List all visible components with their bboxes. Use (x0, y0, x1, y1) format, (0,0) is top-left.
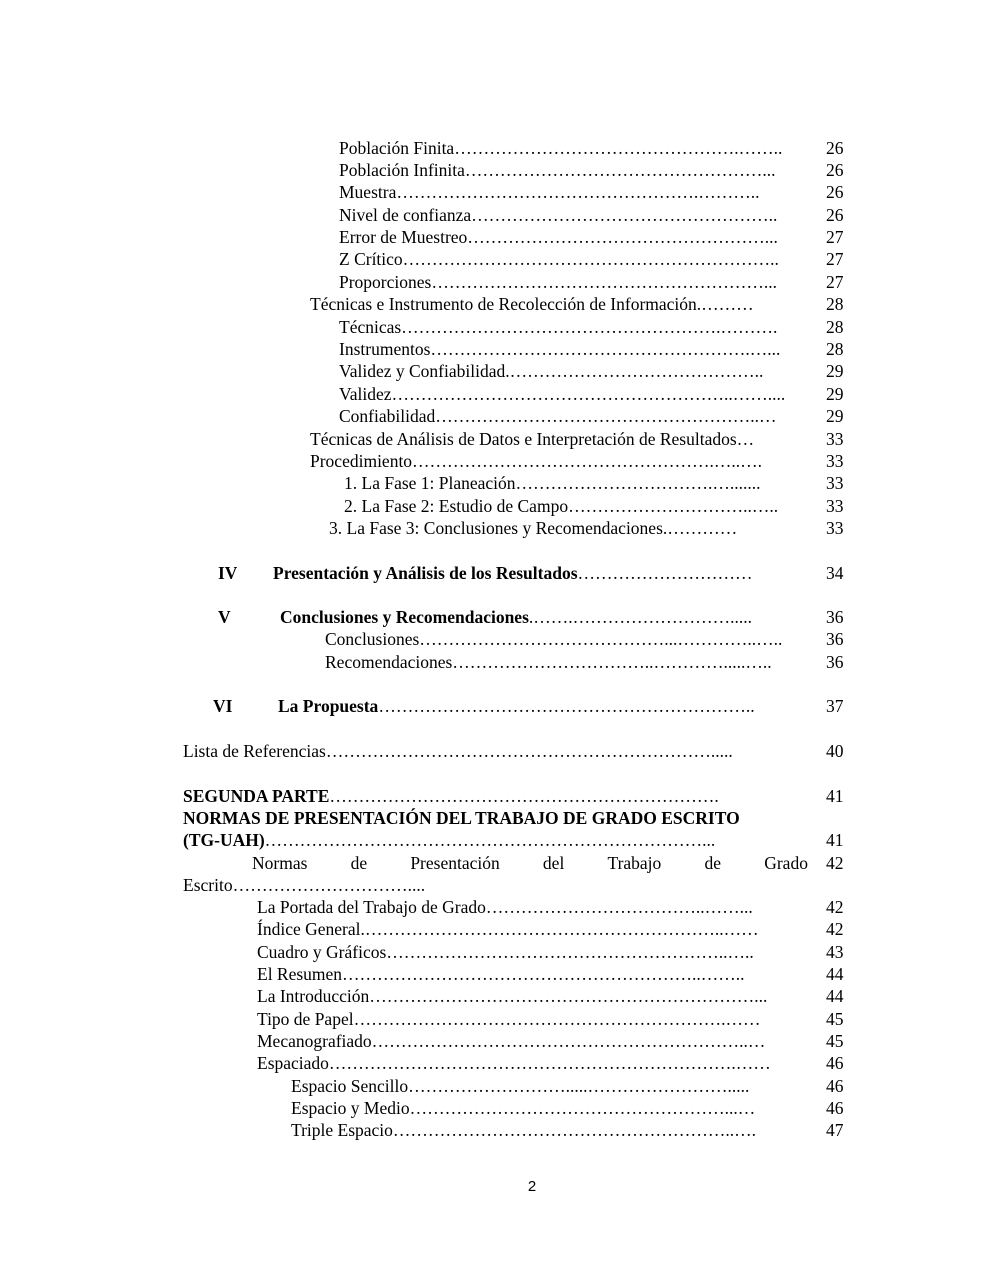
leader-dots: ……………………………………………………….. (378, 696, 755, 716)
toc-entry: Confiabilidad………………………………………………..… (339, 406, 777, 426)
leader-dots: .…….………………………..... (528, 607, 753, 627)
word: Trabajo (607, 853, 662, 873)
toc-page-number: 46 (826, 1076, 844, 1096)
chapter-entry (280, 606, 752, 628)
toc-page-number: 36 (826, 629, 844, 649)
toc-page-number: 26 (826, 182, 844, 202)
toc-entry: La Portada del Trabajo de Grado………………………………..……... (257, 897, 753, 917)
toc-entry: Validez…………………………………………………..…….... (339, 384, 786, 404)
toc-entry: Población Infinita……………………………………………... (339, 160, 776, 180)
chapter-entry (278, 695, 755, 717)
toc-page-number: 27 (826, 272, 844, 292)
chapter-title: La Propuesta (278, 696, 379, 716)
part-title: SEGUNDA PARTE (183, 786, 330, 806)
toc-page-number: 42 (826, 853, 844, 873)
toc-entry: Espaciado…………………………………………………………….…… (257, 1053, 771, 1073)
toc-entry: Triple Espacio…………………………………………………..…. (291, 1120, 757, 1140)
toc-page-number: 26 (826, 160, 844, 180)
toc-entry-segunda-parte (183, 785, 719, 807)
toc-entry: Procedimiento…………………………………………….…..…. (310, 451, 763, 471)
word: Normas (252, 853, 308, 873)
toc-entry: Validez y Confiabilidad.…………………………………….. (339, 361, 764, 381)
leader-dots: ………………………… (577, 563, 753, 583)
toc-page-number: 27 (826, 249, 844, 269)
toc-page-number: 41 (826, 786, 844, 806)
toc-page-number: 29 (826, 406, 844, 426)
toc-page-number: 46 (826, 1098, 844, 1118)
toc-entry: Muestra…………………………………………….……….. (339, 182, 760, 202)
toc-entry: Espacio Sencillo……………………….....……………………..... (291, 1076, 750, 1096)
toc-entry: El Resumen……………………………………………………..…….. (257, 964, 745, 984)
leader-dots: …………………………………………………………………... (264, 830, 716, 850)
chapter-number: V (218, 607, 231, 627)
toc-page-number: 36 (826, 652, 844, 672)
toc-page-number: 28 (826, 339, 844, 359)
toc-page-number: 40 (826, 741, 844, 761)
toc-entry: Mecanografiado………………………………………………………..… (257, 1031, 766, 1051)
toc-page-number: 33 (826, 496, 844, 516)
toc-page-number: 27 (826, 227, 844, 247)
toc-entry: Población Finita………………………………………….…….. (339, 138, 783, 158)
toc-page-number: 33 (826, 451, 844, 471)
chapter-number: IV (218, 563, 238, 583)
toc-page-number: 36 (826, 607, 844, 627)
toc-entry: Técnicas……………………………………………….………. (339, 317, 778, 337)
toc-entry: Z Crítico……………………………………………………….. (339, 249, 779, 269)
toc-entry: La Introducción…………………………………………………………... (257, 986, 768, 1006)
toc-entry: 2. La Fase 2: Estudio de Campo…………………………..….. (344, 496, 779, 516)
justified-entry-continuation: Escrito………………………….... (183, 875, 426, 895)
word: de (704, 853, 722, 873)
toc-page-number: 28 (826, 294, 844, 314)
leader-dots: …………………………………………………………. (329, 786, 719, 806)
footer-page-number: 2 (527, 1178, 537, 1195)
toc-entry: Tipo de Papel……………………………………………………….…… (257, 1009, 761, 1029)
normas-abbrev: (TG-UAH) (183, 830, 265, 850)
toc-page-number: 42 (826, 919, 844, 939)
normas-title-continuation (183, 829, 715, 851)
toc-page-number: 29 (826, 384, 844, 404)
toc-page-number: 26 (826, 138, 844, 158)
toc-entry: Error de Muestreo……………………………………………... (339, 227, 778, 247)
toc-page-number: 47 (826, 1120, 844, 1140)
toc-page-number: 41 (826, 830, 844, 850)
toc-page-number: 37 (826, 696, 844, 716)
toc-entry: 3. La Fase 3: Conclusiones y Recomendaciones.………… (329, 518, 738, 538)
word: de (350, 853, 368, 873)
word: Presentación (410, 853, 500, 873)
toc-entry: Espacio y Medio………………………………………………...… (291, 1098, 756, 1118)
toc-page-number: 45 (826, 1009, 844, 1029)
toc-entry: Conclusiones……………………………………...…………..….. (325, 629, 783, 649)
toc-page-number: 33 (826, 518, 844, 538)
toc-page-number: 42 (826, 897, 844, 917)
toc-page-number: 46 (826, 1053, 844, 1073)
toc-entry: 1. La Fase 1: Planeación…………………………….…....... (344, 473, 761, 493)
toc-page-number: 28 (826, 317, 844, 337)
toc-entry: Cuadro y Gráficos…………………………………………………..….. (257, 942, 754, 962)
word: del (542, 853, 565, 873)
toc-entry: Técnicas e Instrumento de Recolección de Información.……… (310, 294, 754, 314)
normas-title: NORMAS DE PRESENTACIÓN DEL TRABAJO DE GRADO ESCRITO (183, 808, 740, 828)
toc-entry: Índice General.……………………………………………………..…… (257, 919, 759, 939)
toc-entry: Proporciones…………………………………………………... (339, 272, 777, 292)
toc-entry-references: Lista de Referencias…………………………………………………………..... (183, 741, 733, 761)
toc-page-number: 45 (826, 1031, 844, 1051)
toc-page-number: 29 (826, 361, 844, 381)
toc-entry: Técnicas de Análisis de Datos e Interpretación de Resultados… (310, 429, 755, 449)
chapter-entry (273, 562, 753, 584)
toc-page-number: 33 (826, 429, 844, 449)
toc-page-number: 44 (826, 964, 844, 984)
chapter-title: Presentación y Análisis de los Resultados (273, 563, 578, 583)
toc-entry: Instrumentos……………………………………………….…... (339, 339, 781, 359)
toc-page-number: 33 (826, 473, 844, 493)
word: Grado (764, 853, 808, 873)
toc-entry: Recomendaciones……………………………..………….....….. (325, 652, 772, 672)
chapter-title: Conclusiones y Recomendaciones (280, 607, 529, 627)
chapter-number: VI (213, 696, 233, 716)
toc-entry: Nivel de confianza…………………………………………….. (339, 205, 778, 225)
justified-entry (252, 852, 808, 874)
toc-page-number: 43 (826, 942, 844, 962)
toc-page-number: 26 (826, 205, 844, 225)
toc-page-number: 44 (826, 986, 844, 1006)
toc-page-number: 34 (826, 563, 844, 583)
